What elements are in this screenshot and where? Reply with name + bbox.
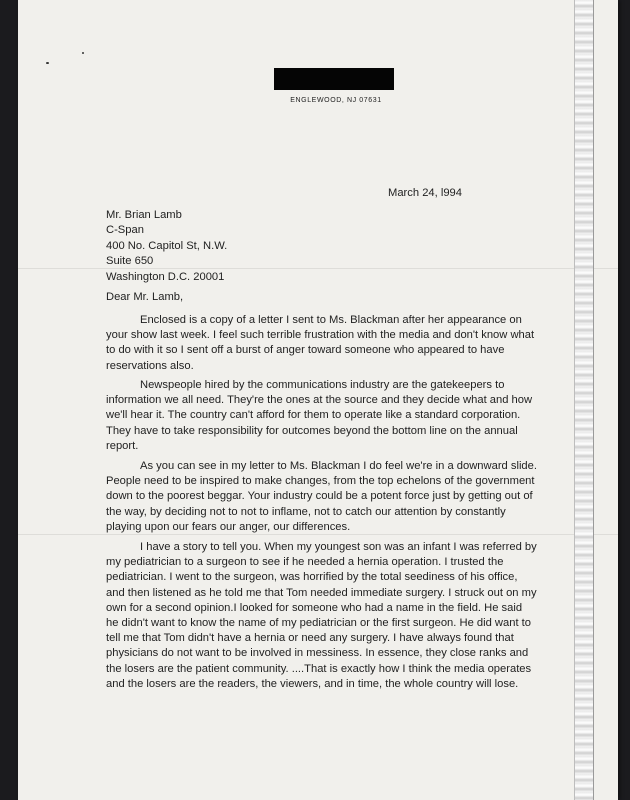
paragraph-line: report.	[106, 439, 139, 452]
paragraph-1	[106, 313, 554, 374]
paragraph-line: As you can see in my letter to Ms. Blackman I do feel we're in a downward slide.	[140, 460, 537, 472]
paragraph-line: physicians do not want to be involved in messiness. In essence, they close ranks and	[106, 647, 529, 660]
address-line: 400 No. Capitol St, N.W.	[106, 239, 228, 252]
paragraph-line: to do with it so I sent off a burst of anger toward someone who appeared to have	[106, 344, 505, 357]
paragraph-line: They have to take responsibility for outcomes beyond the bottom line on the annual	[106, 424, 518, 437]
paragraph-line: we'll hear it. The country can't afford for them to operate like a standard corporation.	[106, 409, 521, 422]
paragraph-3	[106, 459, 554, 535]
paragraph-line: he didn't want to know the name of my pediatrician or the first surgeon. He did want to	[106, 617, 532, 630]
paragraph-line: Newspeople hired by the communications industry are the gatekeepers to	[140, 379, 505, 391]
paragraph-line: information we all need. They're the ones at the source and they decide what and how	[106, 394, 533, 407]
paragraph-2	[106, 378, 554, 454]
letter-date: March 24, l994	[388, 187, 463, 199]
paragraph-line: reservations also.	[106, 359, 194, 372]
address-line: C-Span	[106, 224, 144, 237]
paragraph-line: my pediatrician to a surgeon to see if he needed a hernia operation. I trusted the	[106, 556, 504, 569]
address-line: Mr. Brian Lamb	[106, 209, 182, 221]
letterhead-location: ENGLEWOOD, NJ 07631	[290, 97, 382, 104]
paragraph-line: People need to be inspired to make changes, from the top echelons of the government	[106, 475, 535, 488]
letter-page	[18, 0, 618, 800]
paragraph-line: pediatrician. I went to the surgeon, was horrified by the total seediness of his office,	[106, 571, 518, 584]
salutation: Dear Mr. Lamb,	[106, 291, 184, 303]
paragraph-line: your show last week. I feel such terrible frustration with the media and don't know what	[106, 329, 535, 342]
paragraph-line: and then listened as he told me that Tom needed immediate surgery. I struck out on my	[106, 586, 537, 599]
address-line: Suite 650	[106, 255, 154, 268]
paragraph-line: the way, by deciding not to not to inflame, not to catch our attention by constantly	[106, 505, 506, 518]
paragraph-line: the losers are the patient community. ....That is exactly how I think the media operates	[106, 662, 532, 675]
paper-speck	[82, 52, 84, 54]
paragraph-line: tell me that Tom didn't have a hernia or need any surgery. I have always found that	[106, 632, 514, 645]
paper-speck	[46, 62, 49, 64]
paragraph-line: own for a second opinion.I looked for someone who had a name in the field. He said	[106, 601, 523, 614]
paragraph-line: playing upon our fears our anger, our differences.	[106, 520, 351, 533]
address-line: Washington D.C. 20001	[106, 270, 225, 283]
paragraph-line: Enclosed is a copy of a letter I sent to Ms. Blackman after her appearance on	[140, 314, 522, 326]
recipient-address	[106, 208, 227, 285]
paragraph-4	[106, 540, 554, 692]
redacted-letterhead-name	[274, 68, 394, 90]
paragraph-line: down to the poorest beggar. Your industry could be a potent force just by getting out of	[106, 490, 533, 503]
binding-string	[574, 0, 594, 800]
paragraph-line: I have a story to tell you. When my youngest son was an infant I was referred by	[140, 541, 537, 553]
paragraph-line: and the losers are the readers, the viewers, and in time, the whole country will lose.	[106, 677, 519, 690]
